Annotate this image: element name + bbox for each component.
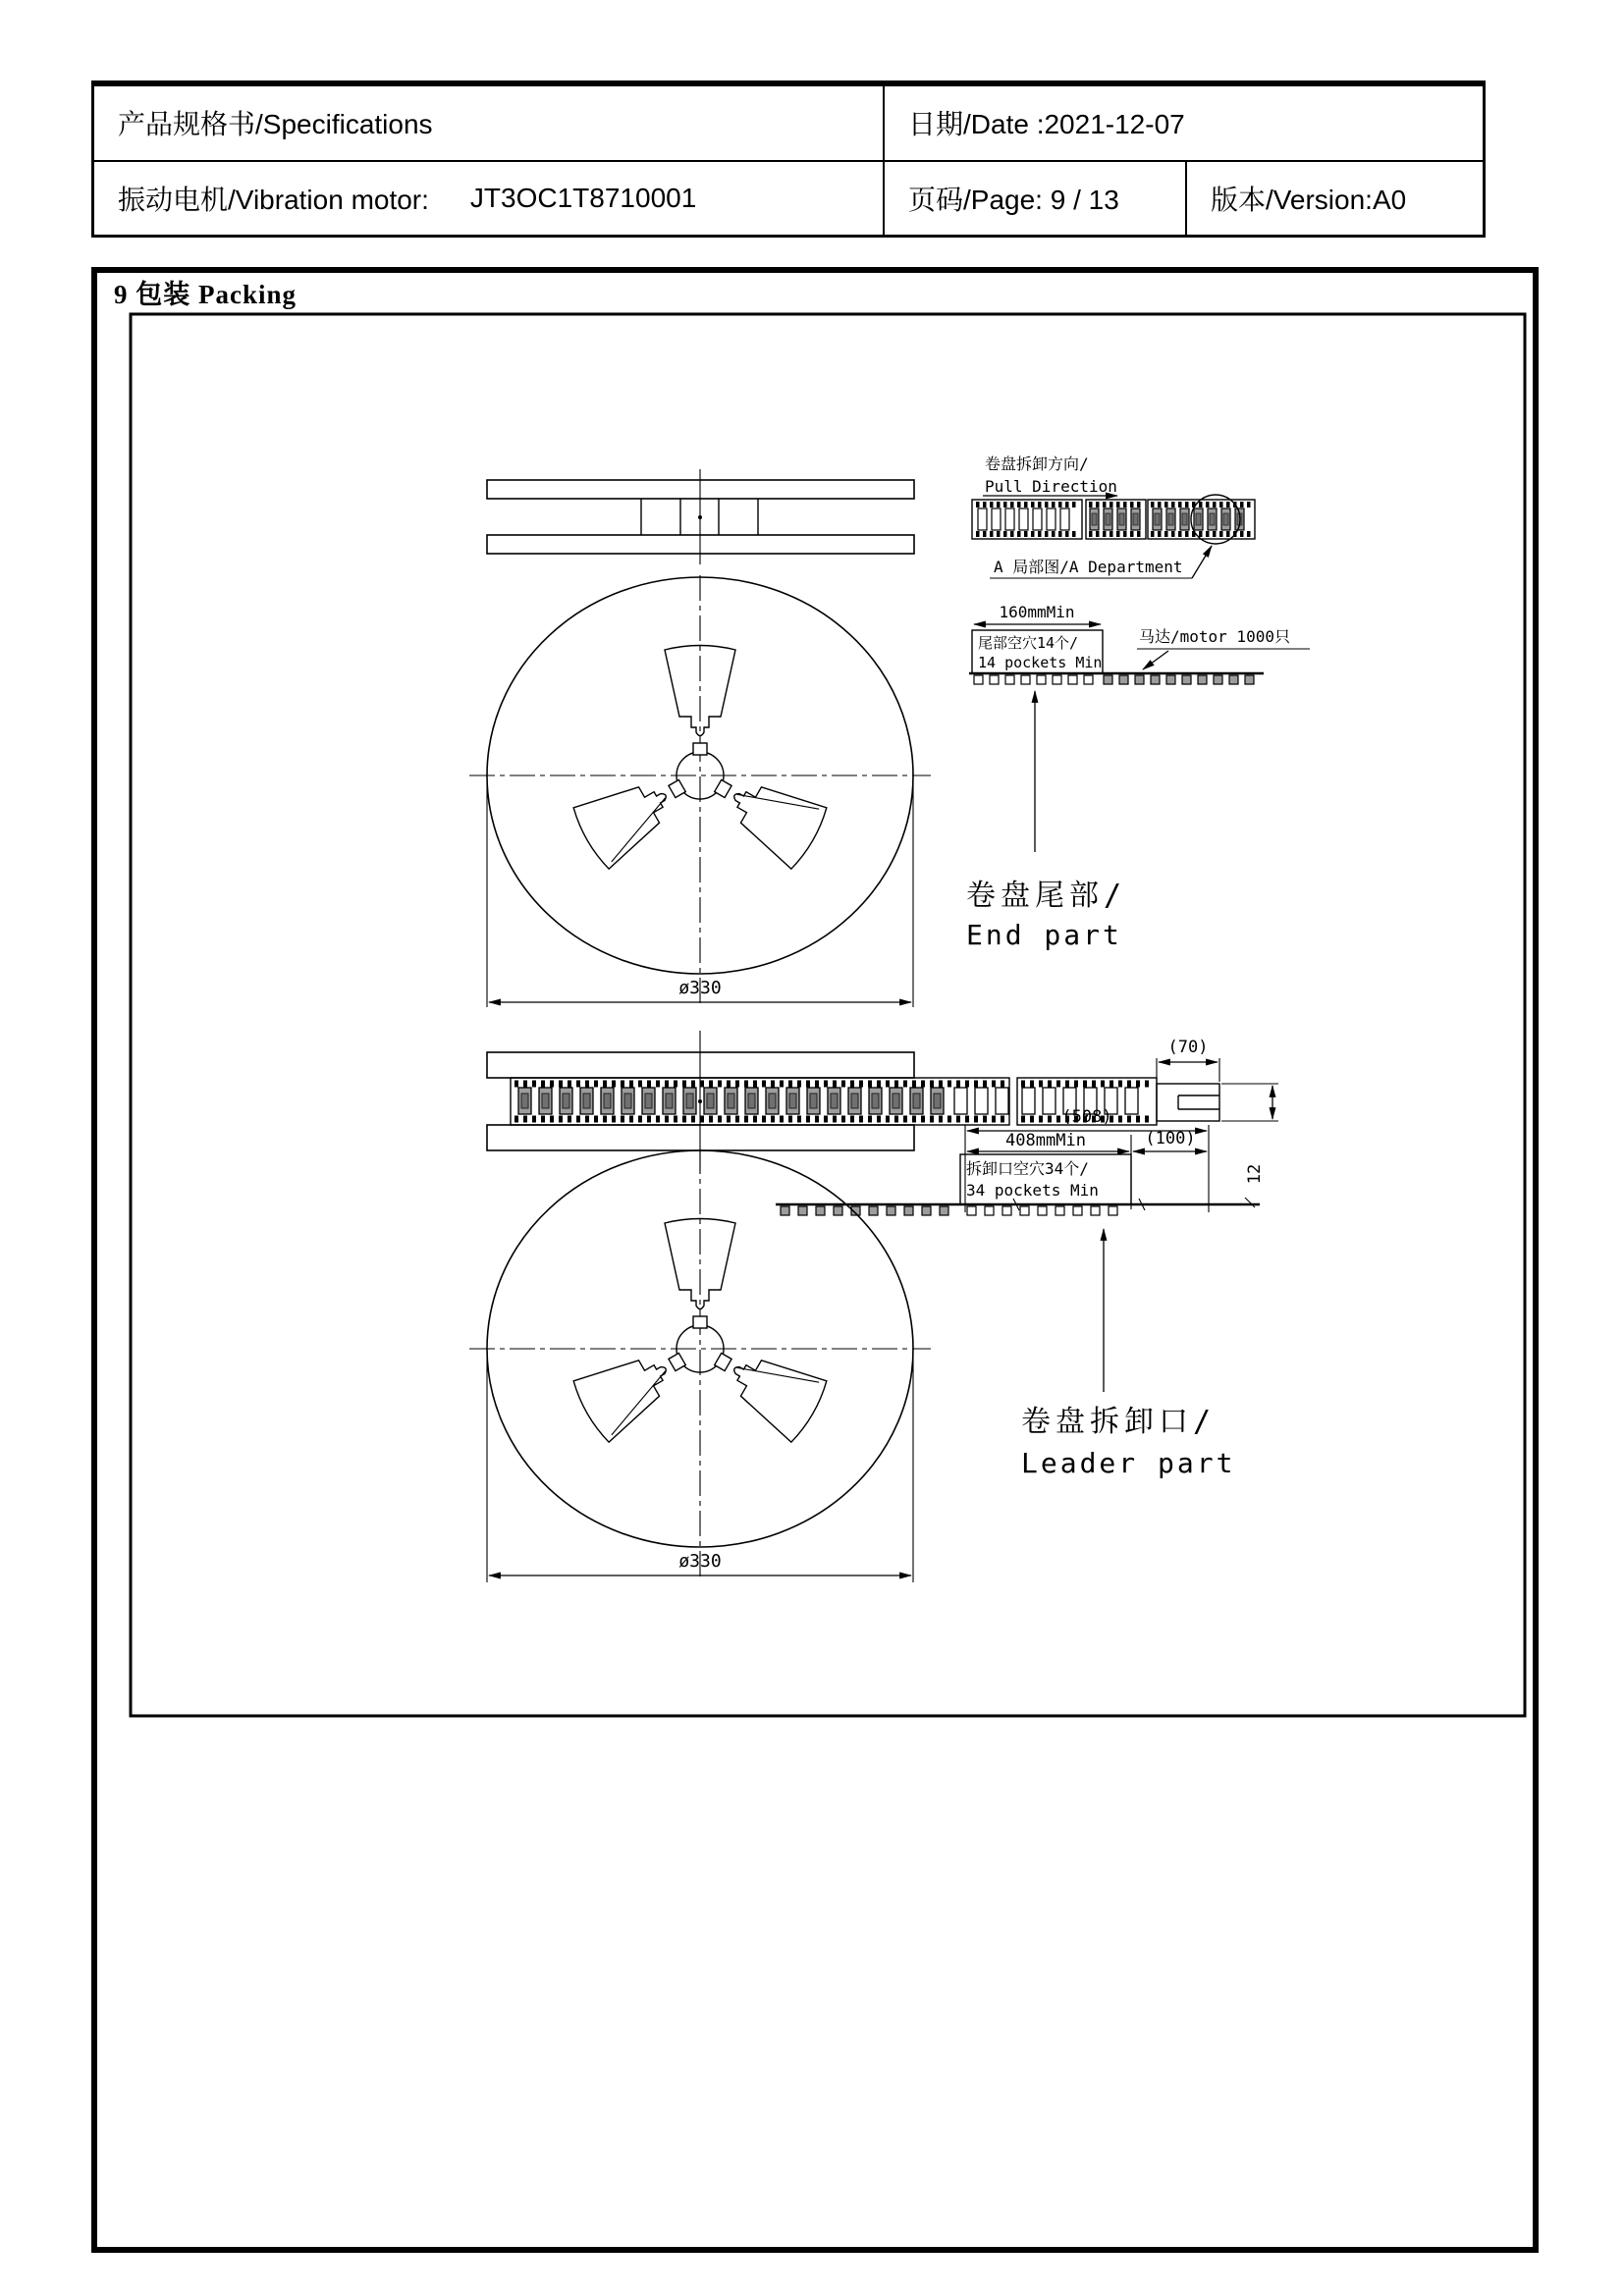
- tail-pockets-cn: 尾部空穴14个/: [978, 634, 1079, 652]
- end-edge-pockets: [974, 675, 1254, 684]
- reel-side-view-top: [487, 469, 914, 564]
- tape-end-tab: [1157, 1084, 1219, 1121]
- motor-label: 振动电机/Vibration motor:: [118, 184, 429, 215]
- motor-part-number: JT3OC1T8710001: [469, 182, 697, 213]
- detail-a-leader: [1192, 546, 1212, 578]
- dim508-label: (508): [1061, 1107, 1112, 1127]
- tail-dim-label: 160mmMin: [999, 603, 1075, 621]
- leader-edge-pockets: [781, 1206, 1117, 1215]
- tape-pockets-filled-row: [1090, 508, 1244, 530]
- dim12-label: 12: [1245, 1163, 1265, 1185]
- leader-tape-filled-pockets: [518, 1088, 944, 1114]
- end-part-en: End part: [966, 919, 1122, 951]
- pull-direction-detail: [972, 454, 1255, 578]
- dim408-label: 408mmMin: [1005, 1131, 1086, 1150]
- end-part-tape-view: [966, 603, 1310, 951]
- reel1-diameter-label: ø330: [678, 978, 722, 998]
- motor-qty-leader: [1143, 651, 1168, 669]
- page-label: 页码/Page: 9 / 13: [908, 184, 1119, 215]
- reel-front-view-2: [469, 1148, 931, 1582]
- drawing-border: [131, 314, 1525, 1716]
- tape-pockets-empty-row: [978, 508, 1069, 530]
- motor-qty-label: 马达/motor 1000只: [1139, 627, 1290, 646]
- dim70-label: (70): [1167, 1038, 1209, 1057]
- leader-part-cn: 卷盘拆卸口/: [1021, 1405, 1217, 1439]
- spec-title: 产品规格书/Specifications: [118, 109, 433, 140]
- tail-pockets-en: 14 pockets Min: [978, 654, 1103, 671]
- end-part-cn: 卷盘尾部/: [966, 879, 1127, 913]
- section-title: 9 包装 Packing: [114, 280, 298, 309]
- leader-pockets-cn: 拆卸口空穴34个/: [966, 1159, 1089, 1178]
- reel-front-view-1: [469, 575, 931, 1007]
- leader-tape-assembly: [487, 1031, 1278, 1479]
- version-label: 版本/Version:A0: [1211, 184, 1407, 215]
- dim100-label: (100): [1145, 1129, 1196, 1148]
- date-label: 日期/Date :2021-12-07: [908, 109, 1185, 140]
- reel2-diameter-label: ø330: [678, 1551, 722, 1572]
- pull-direction-cn: 卷盘拆卸方向/: [985, 454, 1089, 473]
- leader-part-en: Leader part: [1021, 1447, 1236, 1479]
- detail-a-label: A 局部图/A Department: [994, 558, 1183, 576]
- leader-pockets-en: 34 pockets Min: [966, 1181, 1099, 1200]
- pull-direction-en: Pull Direction: [985, 477, 1117, 496]
